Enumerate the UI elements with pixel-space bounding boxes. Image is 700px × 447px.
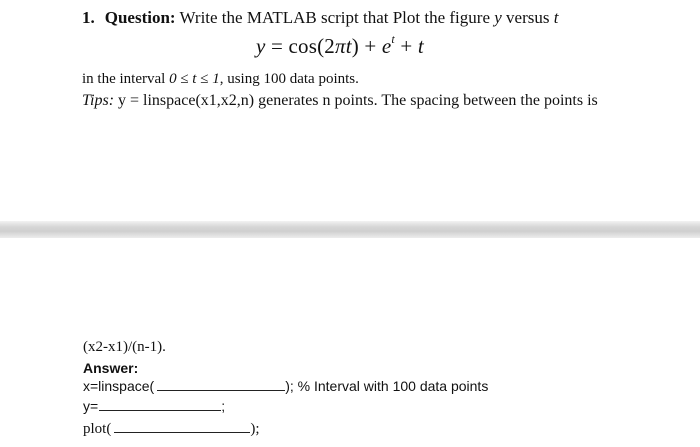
question-text-versus: versus <box>501 8 554 27</box>
equation-lhs: y <box>256 34 266 58</box>
y-blank-field[interactable] <box>99 398 221 411</box>
answer-plot-line <box>83 420 260 438</box>
equation-cos: cos(2 <box>288 34 335 58</box>
equation-plus: + <box>394 34 418 58</box>
question-number: 1. <box>82 8 95 27</box>
tips-line <box>82 92 598 110</box>
plot-blank-field[interactable] <box>114 420 250 433</box>
x-blank-field[interactable] <box>157 378 285 391</box>
x-suffix: ); % Interval with 100 data points <box>285 378 489 394</box>
equation-pi-t: πt <box>334 34 352 58</box>
answer-y-line <box>83 398 225 414</box>
tips-text: y = linspace(x1,x2,n) generates n points. The spacing between the points is <box>114 92 598 109</box>
interval-suffix: , using 100 data points. <box>219 71 359 87</box>
equation-exponent: t <box>391 32 395 46</box>
equation-e: e <box>381 34 392 58</box>
interval-range: 0 ≤ t ≤ 1 <box>169 71 220 87</box>
answer-x-line <box>83 378 488 394</box>
interval-prefix: in the interval <box>82 71 170 87</box>
answer-label: Answer: <box>83 360 139 376</box>
equation-t: t <box>417 34 424 58</box>
y-prefix: y= <box>83 398 99 414</box>
question-text: Write the MATLAB script that Plot the figure <box>175 8 495 27</box>
interval-line <box>82 71 359 88</box>
equation-equals: = <box>265 34 289 58</box>
page-divider <box>0 221 700 238</box>
plot-suffix: ); <box>250 421 260 437</box>
x-prefix: x=linspace( <box>83 378 155 394</box>
question-var-t: t <box>553 8 559 27</box>
y-suffix: ; <box>221 398 226 414</box>
plot-prefix: plot( <box>83 421 112 437</box>
continuation-text: (x2-x1)/(n-1). <box>83 339 166 355</box>
equation-close: ) + <box>351 34 382 58</box>
question-var-y: y <box>494 8 502 27</box>
question-label: Question: <box>104 8 176 27</box>
equation <box>256 34 424 59</box>
tips-label: Tips: <box>82 92 115 109</box>
question-line <box>82 8 558 28</box>
